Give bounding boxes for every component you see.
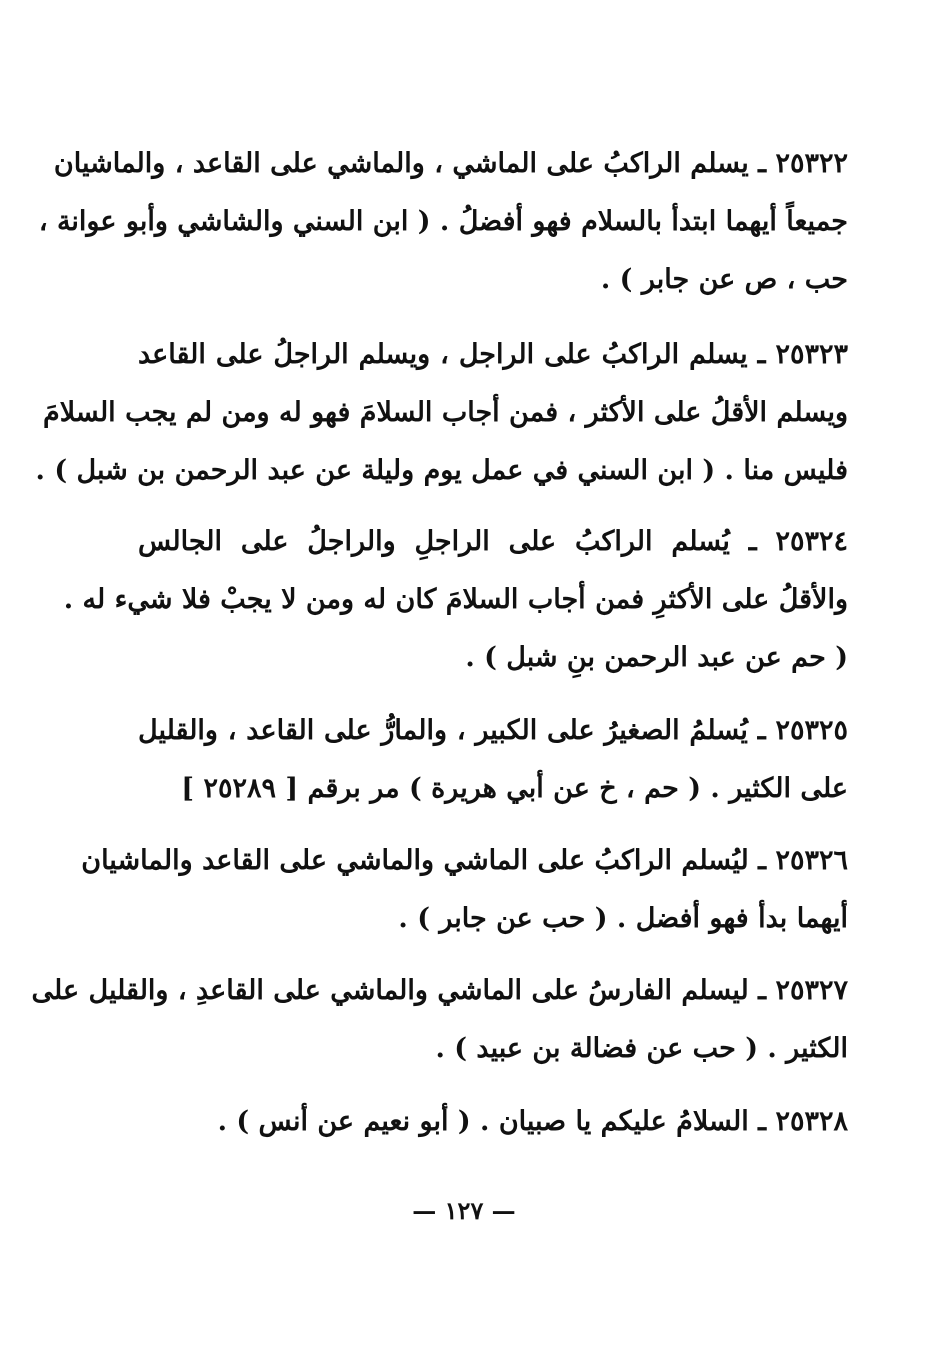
entry-line: والأقلُ على الأكثرِ فمن أجاب السلامَ كان له ومن لا يجبْ فلا شيء له . xyxy=(63,584,848,615)
hadith-entry-25325 xyxy=(138,702,848,818)
hadith-entry-25324 xyxy=(63,513,848,687)
entry-line: ٢٥٣٢٥ ـ يُسلمُ الصغيرُ على الكبير ، والمارُّ على القاعد ، والقليل xyxy=(138,715,848,746)
entry-line: ويسلم الأقلُ على الأكثر ، فمن أجاب السلامَ فهو له ومن لم يجب السلامَ xyxy=(43,397,848,428)
hadith-entry-25323 xyxy=(35,326,848,500)
hadith-text-block xyxy=(31,135,848,1151)
entry-line: على الكثير . ( حم ، خ عن أبي هريرة ) مر برقم [ ٢٥٢٨٩ ] xyxy=(181,773,848,804)
hadith-entry-25327 xyxy=(31,962,848,1078)
entry-line: ٢٥٣٢٨ ـ السلامُ عليكم يا صبيان . ( أبو نعيم عن أنس ) . xyxy=(217,1106,848,1137)
entry-line: ٢٥٣٢٤ ـ يُسلم الراكبُ على الراجلِ والراجلُ على الجالس xyxy=(138,526,848,557)
entry-line: أيهما بدأ فهو أفضل . ( حب عن جابر ) . xyxy=(398,903,848,934)
page-number: — ١٢٧ — xyxy=(412,1196,516,1225)
hadith-entry-25322 xyxy=(38,135,848,309)
entry-line: ٢٥٣٢٦ ـ ليُسلم الراكبُ على الماشي والماشي على القاعد والماشيان xyxy=(81,845,848,876)
hadith-entry-25328 xyxy=(138,1093,848,1151)
entry-line: ٢٥٣٢٧ ـ ليسلم الفارسُ على الماشي والماشي على القاعدِ ، والقليل على xyxy=(31,975,848,1006)
entry-line: ٢٥٣٢٣ ـ يسلم الراكبُ على الراجل ، ويسلم الراجلُ على القاعد xyxy=(138,339,848,370)
entry-line: جميعاً أيهما ابتدأ بالسلام فهو أفضلُ . ( ابن السني والشاشي وأبو عوانة ، xyxy=(38,206,848,237)
entry-line: حب ، ص عن جابر ) . xyxy=(600,264,848,295)
entry-line: ٢٥٣٢٢ ـ يسلم الراكبُ على الماشي ، والماشي على القاعد ، والماشيان xyxy=(53,148,848,179)
entry-line: ( حم عن عبد الرحمن بنِ شبل ) . xyxy=(465,642,848,673)
hadith-entry-25326 xyxy=(81,832,848,948)
entry-line: الكثير . ( حب عن فضالة بن عبيد ) . xyxy=(435,1033,848,1064)
entry-line: فليس منا . ( ابن السني في عمل يوم وليلة عن عبد الرحمن بن شبل ) . xyxy=(35,455,848,486)
